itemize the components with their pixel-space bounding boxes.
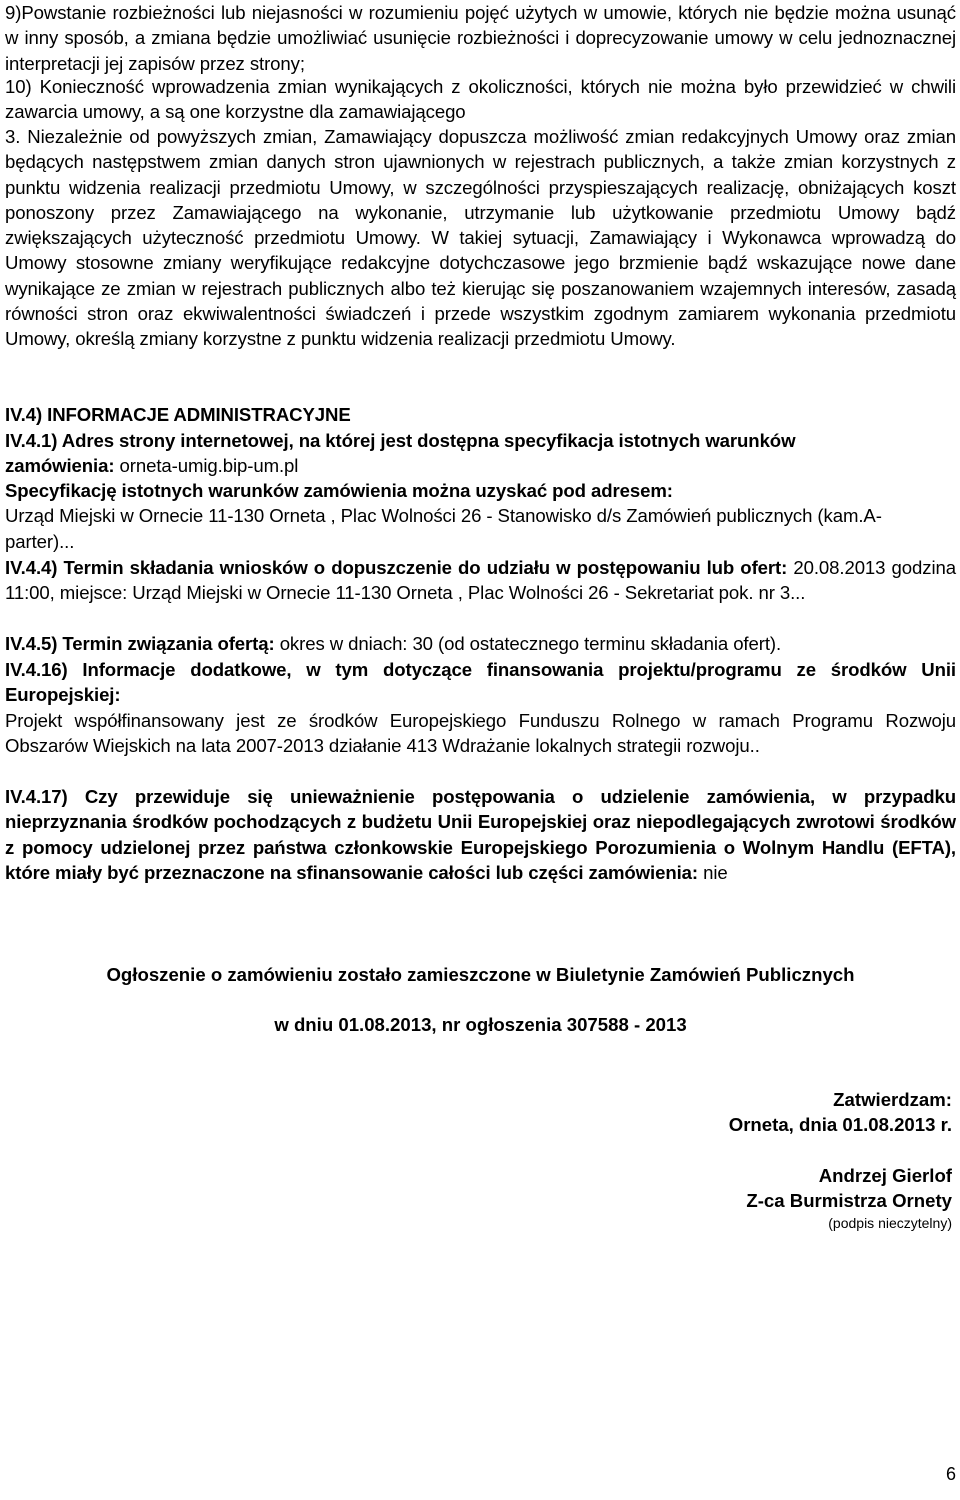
notice-line-2: w dniu 01.08.2013, nr ogłoszenia 307588 - 2013 bbox=[274, 1014, 687, 1035]
field-siwz-value: Urząd Miejski w Ornecie 11-130 Orneta , Plac Wolności 26 - Stanowisko d/s Zamówień publicznych (kam.A- parter)... bbox=[5, 505, 882, 552]
signer-role: Z-ca Burmistrza Ornety bbox=[746, 1190, 952, 1211]
field-iv45 bbox=[5, 631, 956, 656]
field-iv44-label: IV.4.4) Termin składania wniosków o dopuszczenie do udziału w postępowaniu lub ofert: bbox=[5, 557, 788, 578]
field-iv44 bbox=[5, 555, 956, 606]
field-siwz-label: Specyfikację istotnych warunków zamówienia można uzyskać pod adresem: bbox=[5, 480, 673, 501]
field-iv44-value: 20.08.2013 godzina 11:00, miejsce: Urząd Miejski w Ornecie 11-130 Orneta , Plac Wolności 26 - Sekretariat pok. nr 3... bbox=[5, 557, 956, 604]
paragraph-section-3: 3. Niezależnie od powyższych zmian, Zamawiający dopuszcza możliwość zmian redakcyjnych Umowy oraz zmian będących następstwem zmian danych stron ujawnionych w rejestrach publicznych, a także zmian korzystnych z punktu widzenia realizacji przedmiotu Umowy, w szczególności przyspieszających realizację, obniżających koszt ponoszony przez Zamawiającego na wykonanie, utrzymanie lub użytkowanie przedmiotu Umowy bądź zwiększających użyteczność przedmiotu Umowy. W takiej sytuacji, Zamawiający i Wykonawca wprowadzą do Umowy stosowne zmiany weryfikujące redakcyjne dotychczasowe jego brzmienie bądź wskazujące nowe dane wynikające ze zmian w rejestrach publicznych albo też kierując się poszanowaniem wzajemnych interesów, zasadą równości stron oraz ekwiwalentności świadczeń i przede wszystkim zgodnym zamiarem wykonania przedmiotu Umowy, określą zmiany korzystne z punktu widzenia realizacji przedmiotu Umowy. bbox=[5, 126, 956, 350]
notice-line-1: Ogłoszenie o zamówieniu zostało zamieszczone w Biuletynie Zamówień Publicznych bbox=[106, 964, 855, 985]
approval-block bbox=[729, 1087, 952, 1137]
field-iv417-value: nie bbox=[703, 861, 728, 883]
field-iv417 bbox=[5, 784, 956, 885]
field-siwz bbox=[5, 478, 956, 554]
field-iv416 bbox=[5, 657, 956, 758]
approval-label: Zatwierdzam: bbox=[833, 1089, 952, 1110]
field-iv41-label: IV.4.1) Adres strony internetowej, na której jest dostępna specyfikacja istotnych warunków zamówienia: bbox=[5, 430, 796, 477]
field-iv45-value: okres w dniach: 30 (od ostatecznego terminu składania ofert). bbox=[279, 633, 782, 654]
field-iv416-label: IV.4.16) Informacje dodatkowe, w tym dotyczące finansowania projektu/programu ze środków Unii Europejskiej: bbox=[5, 659, 956, 706]
field-iv417-label: IV.4.17) Czy przewiduje się unieważnienie postępowania o udzielenie zamówienia, w przypadku nieprzyznania środków pochodzących z budżetu Unii Europejskiej oraz niepodlegających zwrotowi środków z pomocy udzielonej przez państwa członkowskie Europejskiego Porozumienia o Wolnym Handlu (EFTA), które miały być przeznaczone na sfinansowanie całości lub części zamówienia: bbox=[5, 786, 956, 883]
field-iv45-label: IV.4.5) Termin związania ofertą: bbox=[5, 633, 275, 654]
paragraph-item-9: 9)Powstanie rozbieżności lub niejasności w rozumieniu pojęć użytych w umowie, których nie będzie można usunąć w inny sposób, a zmiana będzie umożliwiać usunięcie rozbieżności i doprecyzowanie umowy w celu jednoznacznej interpretacji jej zapisów przez strony; bbox=[5, 2, 956, 74]
section-heading-iv4-text: IV.4) INFORMACJE ADMINISTRACYJNE bbox=[5, 404, 351, 425]
signature-block bbox=[746, 1163, 952, 1233]
approval-place-date: Orneta, dnia 01.08.2013 r. bbox=[728, 1114, 952, 1135]
signature-note: (podpis nieczytelny) bbox=[828, 1215, 952, 1231]
field-iv41 bbox=[5, 428, 905, 479]
paragraph-item-10: 10) Konieczność wprowadzenia zmian wynikających z okoliczności, których nie można było przewidzieć w chwili zawarcia umowy, a są one korzystne dla zamawiającego bbox=[5, 76, 956, 123]
field-iv416-value: Projekt współfinansowany jest ze środków Europejskiego Funduszu Rolnego w ramach Programu Rozwoju Obszarów Wiejskich na lata 2007-2013 działanie 413 Wdrażanie lokalnych strategii rozwoju.. bbox=[5, 709, 956, 756]
page-number: 6 bbox=[945, 1464, 956, 1484]
field-iv41-value: orneta-umig.bip-um.pl bbox=[119, 455, 299, 477]
signer-name: Andrzej Gierlof bbox=[818, 1165, 952, 1186]
section-heading-iv4 bbox=[5, 402, 956, 427]
